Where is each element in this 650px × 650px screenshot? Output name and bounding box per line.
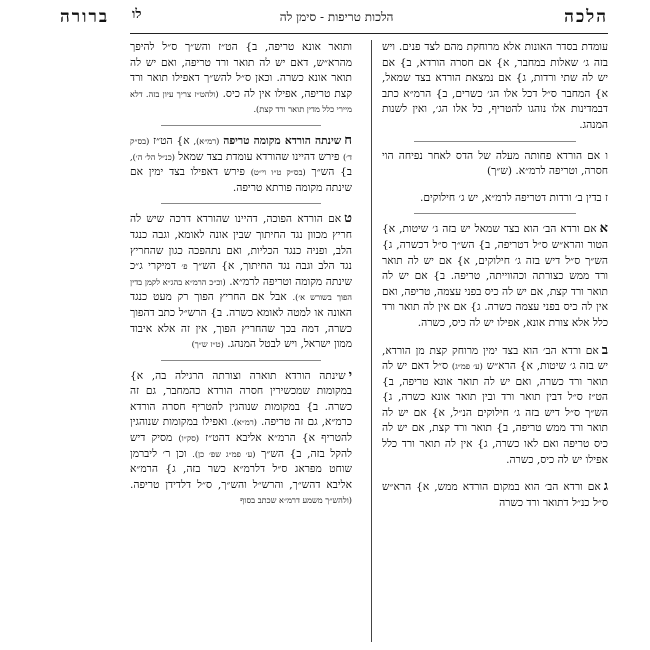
paragraph: ותואר אונא טריפה, ב} הט״ז והש״ך ס״ל להיפך מהרא״ש, דאם יש לה תואר ורד טריפה, ואם יש לה תואר אונא כשרה. וכאן ס״ל להש״ך דאפילו תואר ורד קצת טריפה, אפילו אין לה כיס. (ולהט״ז צריך עיון בזה. דלא מיירי כלל מדין תואר ורד קצת).: [130, 41, 352, 115]
section-letter: א: [599, 221, 608, 237]
running-title-right: הלכה: [564, 7, 608, 27]
divider: [414, 213, 577, 214]
paragraph: חשינתה הורדא מקומה טריפה (רמ״א), א} הט״ז (בס״ק ד׳) פירש דהיינו שהורדא עומדת בצד שמאל (כנ״ל הל׳ ה׳), ב} הש״ך (בס״ק ט״ו וי״ט) פירש דאפילו בצד ימין אם שינתה מקומה פורתא טריפה.: [130, 132, 352, 194]
left-column: [130, 40, 352, 646]
page-header: [60, 6, 608, 28]
paragraph: עומדת בסדר האונות אלא מרוחקת מהם לצד פנים. ויש בזה ג׳ שאלות במחבר, א} אם חסרה הורדא, ב} אם יש לה שתי ורדות, ג} אם נמצאת הורדא בצד שמאל, א} המחבר ס״ל דכל אלו הג׳ כשרים, ב} הרמ״א כתב דבמדינות אלו נוהגו להטריף, כל אלו הג׳, ואין לשנות המנהג.: [382, 41, 608, 131]
running-title-left: ברורה: [60, 7, 110, 27]
paragraph: באם ורדא הב׳ הוא בצד ימין מרוחק קצת מן הורדא, יש בזה ג׳ שיטות, א} הרא״ש (ע׳ פמ״ג) ס״ל דאם יש לה תואר ורד כשרה, ואם יש לה תואר אונא טריפה, ב} הט״ז ס״ל דבין תואר ורד ובין תואר אונא כשרה, ג} הש״ך ס״ל דיש בזה ג׳ חילוקים הנ״ל, א} אם יש לה תואר ורד ממש טריפה, ב} תואר ורד קצת, אם יש לה כיס טריפה ואם לאו כשרה, ג} אין לה תואר ורד כלל אפילו יש לה כיס, כשרה.: [382, 342, 608, 466]
divider: [414, 141, 577, 142]
paragraph: ז בדין ב׳ ורדות דטריפה לרמ״א, יש ג׳ חילוקים.: [420, 191, 608, 204]
paragraph: טאם הורדא הפוכה, דהיינו שהורדא דרכה שיש לה חריץ מכוון נגד החיתוך שבין אונה לאומא, וגבה כנגד הלב, ופניה כנגד הכליות, ואם נתהפכה כגון שהחריץ נגד הלב וגבה נגד החיתוך, א} הש״ך פ׳ דמיקרי ג״כ שינתה מקומה וטריפה לרמ״א. (וכ״כ הרמ״א בהג״א לקמן בדין הפוך בשורש א׳). אבל אם החריץ הפוך רק מעט כנגד האונה או למטה לאומא כשרה. ב} הרש״ל כתב דהפוך כשרה, דמה בכך שהחריץ הפוך, אין זה אלא איבוד ממון ישראל, ויש לבטל המנהג. (ט״ז ש״ך): [130, 211, 352, 351]
paragraph: אאם ורדא הב׳ הוא בצד שמאל יש בזה ג׳ שיטות, א} הטור והרא״ש ס״ל דטריפה, ב} הש״ך ס״ל דכשרה, ג} הש״ך ס״ל דיש בזה ג׳ חילוקים, א} אם יש לה תואר ורד ממש כצורתה וכהווייתה, טריפה. ב} אם יש לה תואר ורד קצת, אם יש לה כיס בפני עצמה, טריפה, ואם אין לה כיס בפני עצמה כשרה. ג} אם אין לה תואר ורד כלל אלא צורת אונא, אפילו יש לה כיס, כשרה.: [382, 221, 608, 329]
column-divider: [371, 40, 372, 642]
divider: [161, 203, 321, 204]
section-letter: ג: [603, 479, 608, 495]
right-column: [382, 40, 608, 646]
header-rule: [130, 33, 608, 34]
page-number: לו: [132, 7, 142, 22]
paragraph: ישינתה הורדא תוארה וצורתה הרגילה בה, א} במקומות שמכשירין חסרה הורדא כהמחבר, גם זה כשרה. ב} במקומות שנוהגין להטריף חסרה הורדא כרמ״א, גם זה טריפה. (רמ״א). ואפילו במקומות שנוהגין להטריף א} הרמ״א אליבא דהט״ז (סק״ו) מסיק דיש להקל בזה, ב} הש״ך (ע׳ פמ״ג שפ׳ כן). וכן ר׳ ליברמן שוחט מפראג ס״ל דלרמ״א כשר בזה, ג} הרמ״א אליבא דהש״ך, והרש״ל והש״ך, ס״ל דלדידן טריפה. (ולהש״ך משמע דרמ״א שכתב בסוף: [130, 367, 352, 506]
paragraph: ו אם הורדא פחותה מעלה של הדס לאחר נפיחה הוי חסרה, וטריפה לרמ״א. (ש״ך): [382, 149, 608, 178]
section-letter: ב: [601, 342, 608, 358]
section-letter: ח: [344, 132, 352, 148]
divider: [161, 360, 321, 361]
section-letter: ט: [344, 211, 352, 227]
paragraph: גאם ורדא הב׳ הוא במקום הורדא ממש, א} הרא״ש ס״ל כנ״ל דתואר ורד כשרה: [382, 479, 608, 509]
divider: [161, 125, 321, 126]
section-letter: י: [348, 367, 352, 383]
section-title: הלכות טריפות - סימן לה: [279, 9, 394, 24]
